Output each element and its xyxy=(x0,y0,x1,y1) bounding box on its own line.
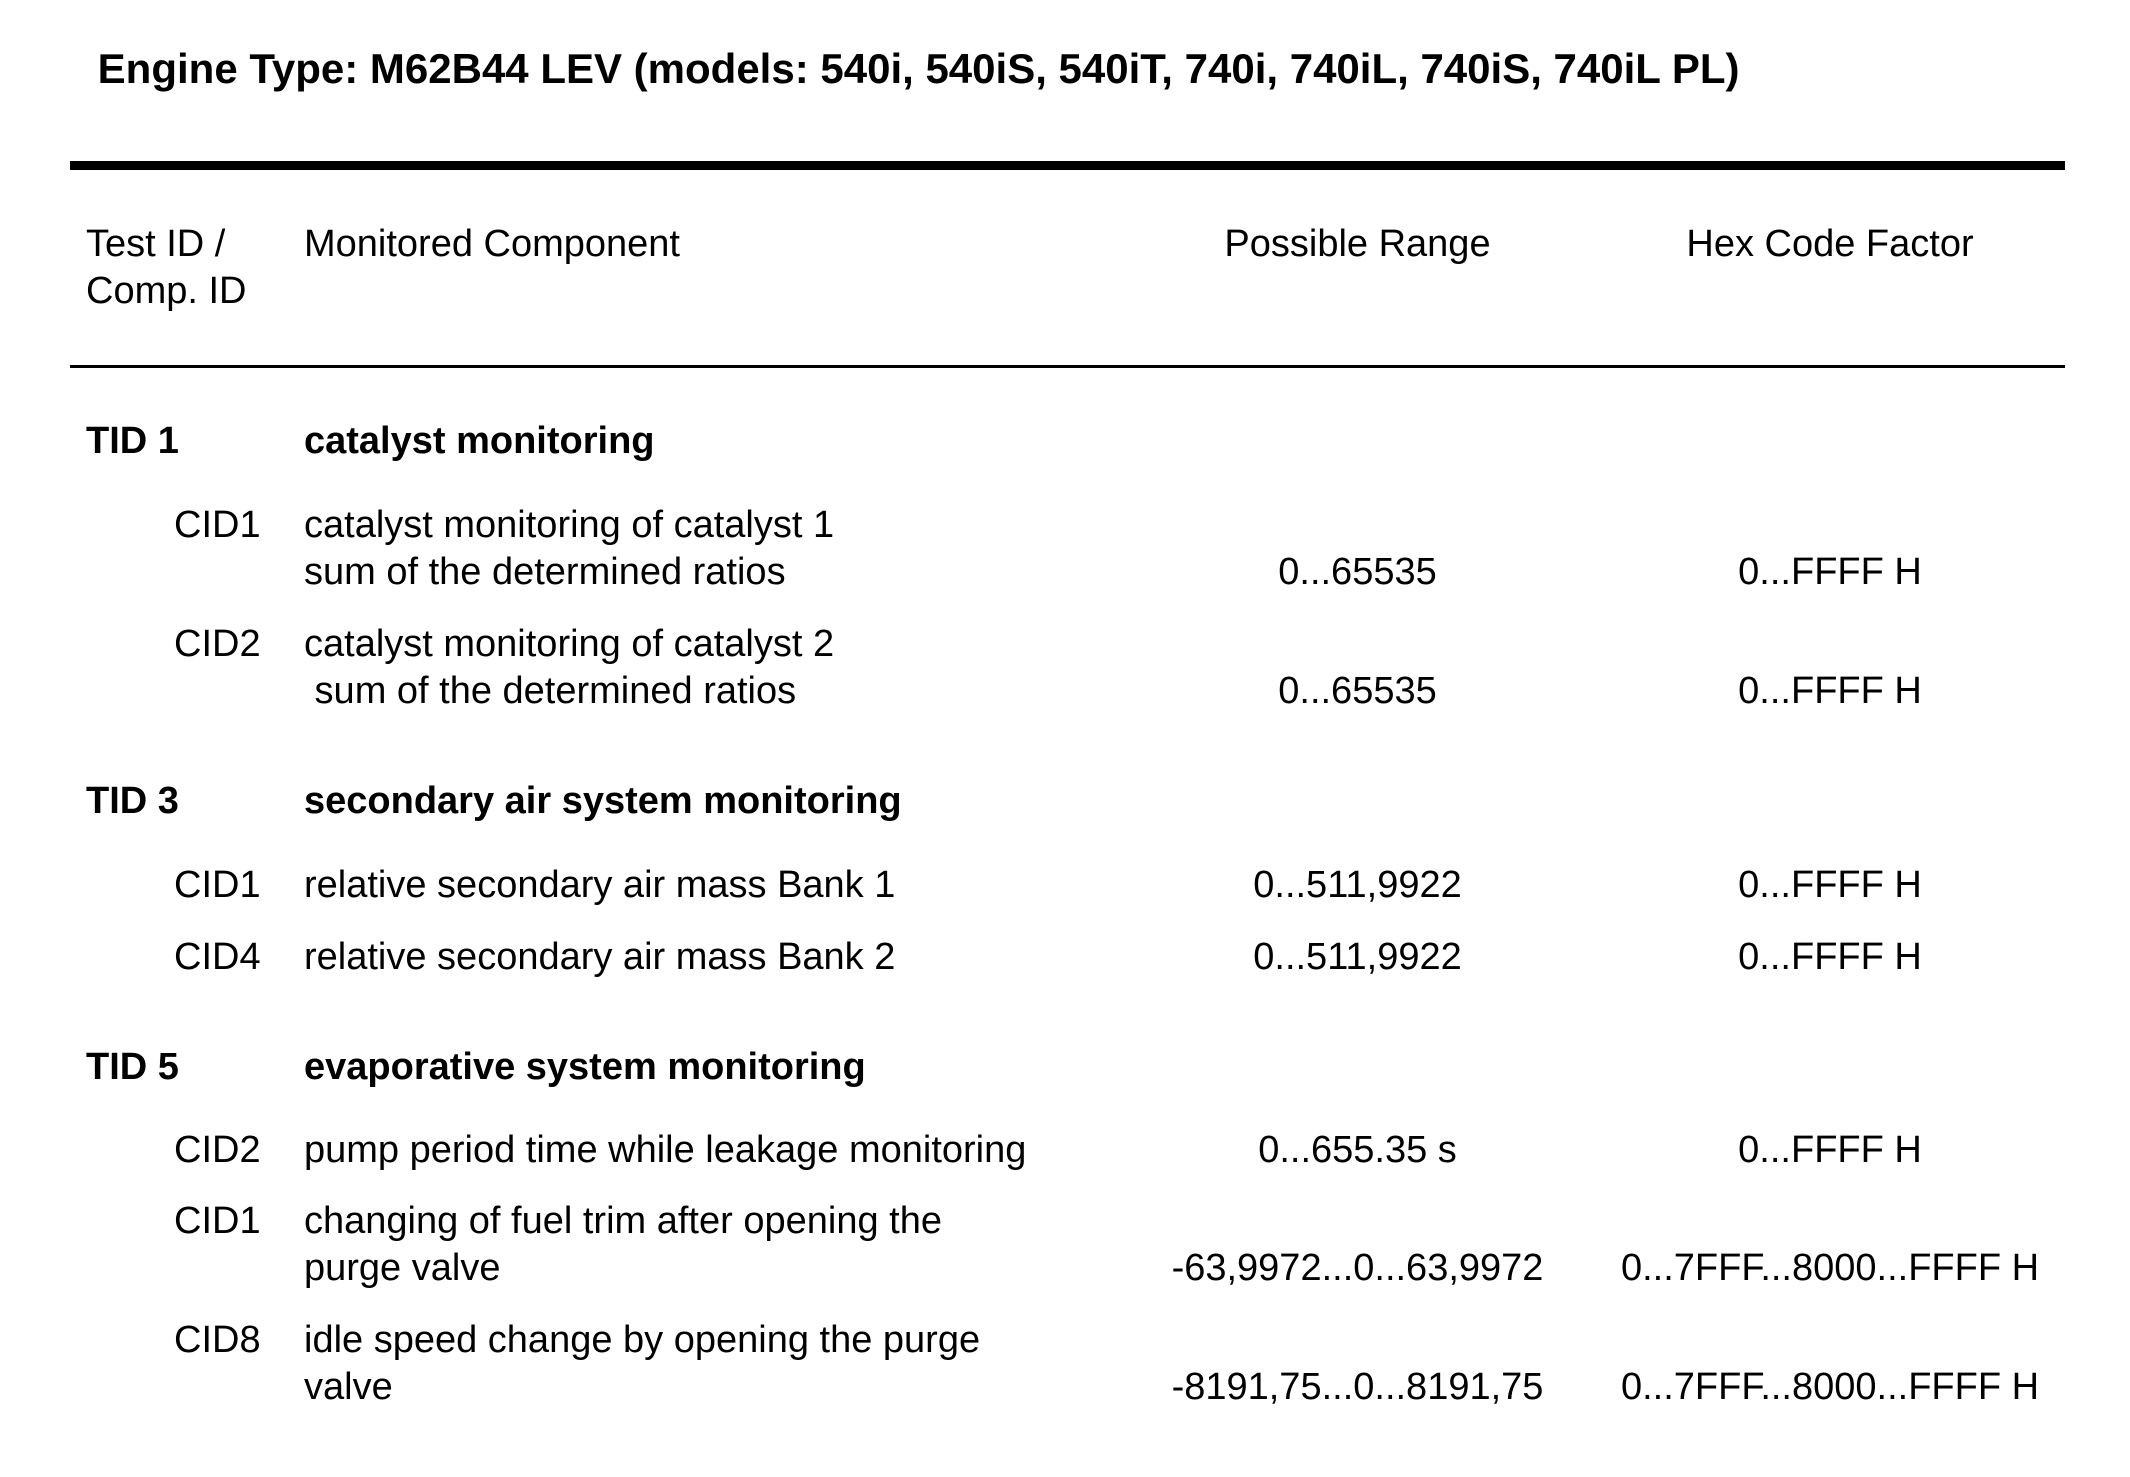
hex-code-value: 0...7FFF...8000...FFFF H xyxy=(1620,1247,2040,1289)
hex-code-value: 0...FFFF H xyxy=(1738,864,1922,906)
component-line1: idle speed change by opening the purge xyxy=(304,1319,981,1361)
possible-range-value: 0...65535 xyxy=(1278,670,1437,712)
header-comp-id: Comp. ID xyxy=(86,270,247,312)
component-line2: purge valve xyxy=(304,1247,501,1289)
cid-label: CID1 xyxy=(174,864,261,906)
cid-label: CID8 xyxy=(174,1319,261,1361)
hex-code-value: 0...FFFF H xyxy=(1738,1129,1922,1171)
tid-label: TID 5 xyxy=(86,1046,179,1088)
component-line1: changing of fuel trim after opening the xyxy=(304,1200,942,1242)
possible-range-value: -8191,75...0...8191,75 xyxy=(1171,1366,1544,1408)
component-line1: relative secondary air mass Bank 1 xyxy=(304,864,896,906)
component-line1: relative secondary air mass Bank 2 xyxy=(304,936,896,978)
title-divider xyxy=(70,161,2065,170)
cid-label: CID1 xyxy=(174,504,261,546)
component-line1: catalyst monitoring of catalyst 2 xyxy=(304,623,835,665)
tid-name: secondary air system monitoring xyxy=(304,780,902,822)
cid-label: CID2 xyxy=(174,1129,261,1171)
document-title: Engine Type: M62B44 LEV (models: 540i, 540iS, 540iT, 740i, 740iL, 740iS, 740iL PL) xyxy=(86,45,1740,92)
possible-range-value: 0...65535 xyxy=(1278,551,1437,593)
header-hex-code-factor: Hex Code Factor xyxy=(1686,223,1974,265)
hex-code-value: 0...FFFF H xyxy=(1738,670,1922,712)
possible-range-value: 0...511,9922 xyxy=(1253,864,1462,906)
component-line1: pump period time while leakage monitoring xyxy=(304,1129,1027,1171)
header-divider xyxy=(70,365,2065,368)
hex-code-value: 0...FFFF H xyxy=(1738,936,1922,978)
cid-label: CID1 xyxy=(174,1200,261,1242)
component-line2: sum of the determined ratios xyxy=(304,551,786,593)
tid-label: TID 3 xyxy=(86,780,179,822)
tid-name: evaporative system monitoring xyxy=(304,1046,866,1088)
component-line2: sum of the determined ratios xyxy=(304,670,797,712)
header-possible-range: Possible Range xyxy=(1224,223,1491,265)
header-monitored-component: Monitored Component xyxy=(304,223,680,265)
hex-code-value: 0...FFFF H xyxy=(1738,551,1922,593)
cid-label: CID2 xyxy=(174,623,261,665)
header-test-id: Test ID / xyxy=(86,223,226,265)
cid-label: CID4 xyxy=(174,936,261,978)
tid-label: TID 1 xyxy=(86,420,179,462)
possible-range-value: 0...655.35 s xyxy=(1258,1129,1457,1171)
component-line1: catalyst monitoring of catalyst 1 xyxy=(304,504,835,546)
hex-code-value: 0...7FFF...8000...FFFF H xyxy=(1620,1366,2040,1408)
possible-range-value: 0...511,9922 xyxy=(1253,936,1462,978)
tid-name: catalyst monitoring xyxy=(304,420,655,462)
possible-range-value: -63,9972...0...63,9972 xyxy=(1171,1247,1544,1289)
component-line2: valve xyxy=(304,1366,393,1408)
